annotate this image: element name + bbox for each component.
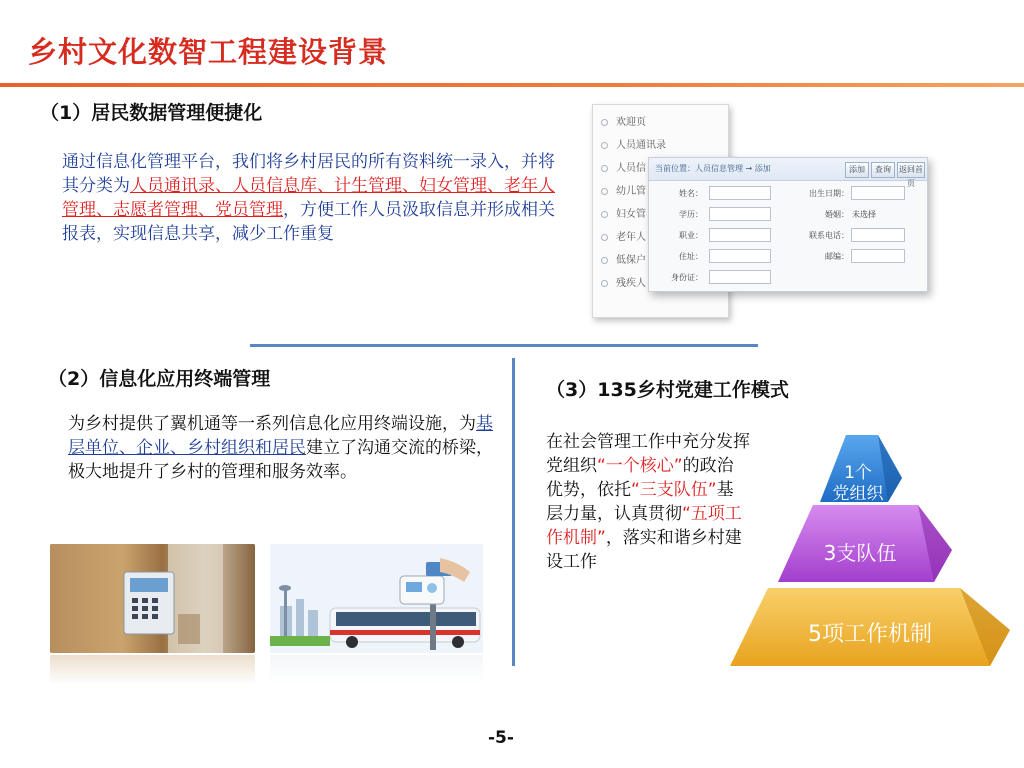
bullet-icon bbox=[601, 280, 608, 287]
mock-menu-item: 人员信 bbox=[601, 159, 646, 174]
photo-bus-card-reader bbox=[270, 544, 483, 653]
mock-select: 未选择 bbox=[852, 210, 876, 219]
mock-menu-item: 妇女管 bbox=[601, 205, 646, 220]
mock-toolbar bbox=[649, 158, 927, 188]
mock-field-input bbox=[709, 249, 771, 263]
photo2-reflection bbox=[270, 655, 483, 685]
vertical-divider bbox=[512, 358, 515, 666]
photo1-reflection bbox=[50, 655, 255, 685]
mock-field-label: 联系电话： bbox=[809, 231, 849, 240]
pyramid-top-label: 1个 党组织 bbox=[832, 463, 884, 504]
section3-text-1: 在社会管理工作中充分发挥党组织 bbox=[546, 432, 750, 476]
mock-field-label: 职业： bbox=[679, 231, 703, 240]
bullet-icon bbox=[601, 165, 608, 172]
page-number: -5- bbox=[488, 728, 514, 748]
mock-menu-item: 低保户 bbox=[601, 251, 646, 266]
mock-query-button: 查询 bbox=[871, 162, 895, 178]
section2-heading: （2）信息化应用终端管理 bbox=[48, 368, 271, 390]
section2-text-part1: 为乡村提供了翼机通等一系列信息化应用终端设施，为 bbox=[68, 414, 476, 434]
bullet-icon bbox=[601, 211, 608, 218]
mock-field-input bbox=[851, 228, 905, 242]
mock-field-input bbox=[851, 249, 905, 263]
section1-heading: （1）居民数据管理便捷化 bbox=[40, 102, 263, 124]
mock-field-input bbox=[851, 186, 905, 200]
pyramid-bottom-label: 5项工作机制 bbox=[808, 622, 932, 647]
section3-heading: （3）135乡村党建工作模式 bbox=[546, 379, 789, 401]
mock-field-label: 住址： bbox=[679, 252, 703, 261]
section1-body bbox=[62, 150, 562, 246]
mock-menu-item: 欢迎页 bbox=[601, 113, 646, 128]
horizontal-divider bbox=[250, 344, 758, 347]
bullet-icon bbox=[601, 119, 608, 126]
mock-field-label: 婚姻： bbox=[825, 210, 849, 219]
bullet-icon bbox=[601, 188, 608, 195]
mock-form-window bbox=[648, 157, 928, 292]
photo-card-terminal bbox=[50, 544, 255, 653]
section1-text-part1: 通过信息化管理平台，我们将乡村居民的所有资料统一录入，并将其分类为 bbox=[62, 152, 555, 196]
bullet-icon bbox=[601, 257, 608, 264]
section1-highlight: 人员通讯录、人员信息库、计生管理、妇女管理、老年人管理、志愿者管理、党员管理 bbox=[62, 176, 555, 220]
mock-menu-item: 幼儿管 bbox=[601, 182, 646, 197]
mock-menu-item: 老年人 bbox=[601, 228, 646, 243]
section3-body bbox=[546, 430, 750, 574]
section1-text-part2: ，方便工作人员汲取信息并形成相关报表，实现信息共享，减少工作重复 bbox=[62, 200, 555, 244]
mock-field-input bbox=[709, 207, 771, 221]
section3-red-1: “一个核心” bbox=[597, 456, 683, 476]
mock-field-input bbox=[709, 270, 771, 284]
bullet-icon bbox=[601, 234, 608, 241]
section3-text-4: ，落实和谐乡村建设工作 bbox=[546, 528, 742, 572]
bullet-icon bbox=[601, 142, 608, 149]
section3-text-2: 的政治优势，依托 bbox=[546, 456, 734, 500]
section3-text-3: 基层力量，认真贯彻 bbox=[546, 480, 734, 524]
title-underline bbox=[0, 83, 1024, 87]
mock-add-button: 添加 bbox=[845, 162, 869, 178]
mock-field-label: 出生日期： bbox=[809, 189, 849, 198]
card-terminal-illustration bbox=[50, 544, 255, 653]
mock-field-label: 姓名： bbox=[679, 189, 703, 198]
mock-field-input bbox=[709, 228, 771, 242]
mock-field-label: 学历： bbox=[679, 210, 703, 219]
mock-field-label: 身份证： bbox=[671, 273, 703, 282]
mock-menu-item: 残疾人 bbox=[601, 274, 646, 289]
mock-field-input bbox=[709, 186, 771, 200]
page-title: 乡村文化数智工程建设背景 bbox=[28, 35, 389, 69]
section3-red-3: “五项工作机制” bbox=[546, 504, 742, 548]
mock-menu-item: 人员通讯录 bbox=[601, 136, 666, 151]
bus-card-reader-illustration bbox=[270, 544, 483, 653]
mock-breadcrumb: 当前位置：人员信息管理 → 添加 bbox=[655, 164, 771, 173]
pyramid-middle-label: 3支队伍 bbox=[823, 541, 897, 565]
section2-text-part2: 建立了沟通交流的桥梁，极大地提升了乡村的管理和服务效率。 bbox=[68, 438, 493, 482]
mock-home-button: 返回首页 bbox=[897, 162, 925, 178]
section2-body bbox=[68, 412, 493, 484]
section2-highlight: 基层单位、企业、乡村组织和居民 bbox=[68, 414, 493, 458]
mock-field-label: 邮编： bbox=[825, 252, 849, 261]
section3-red-2: “三支队伍” bbox=[631, 480, 717, 500]
